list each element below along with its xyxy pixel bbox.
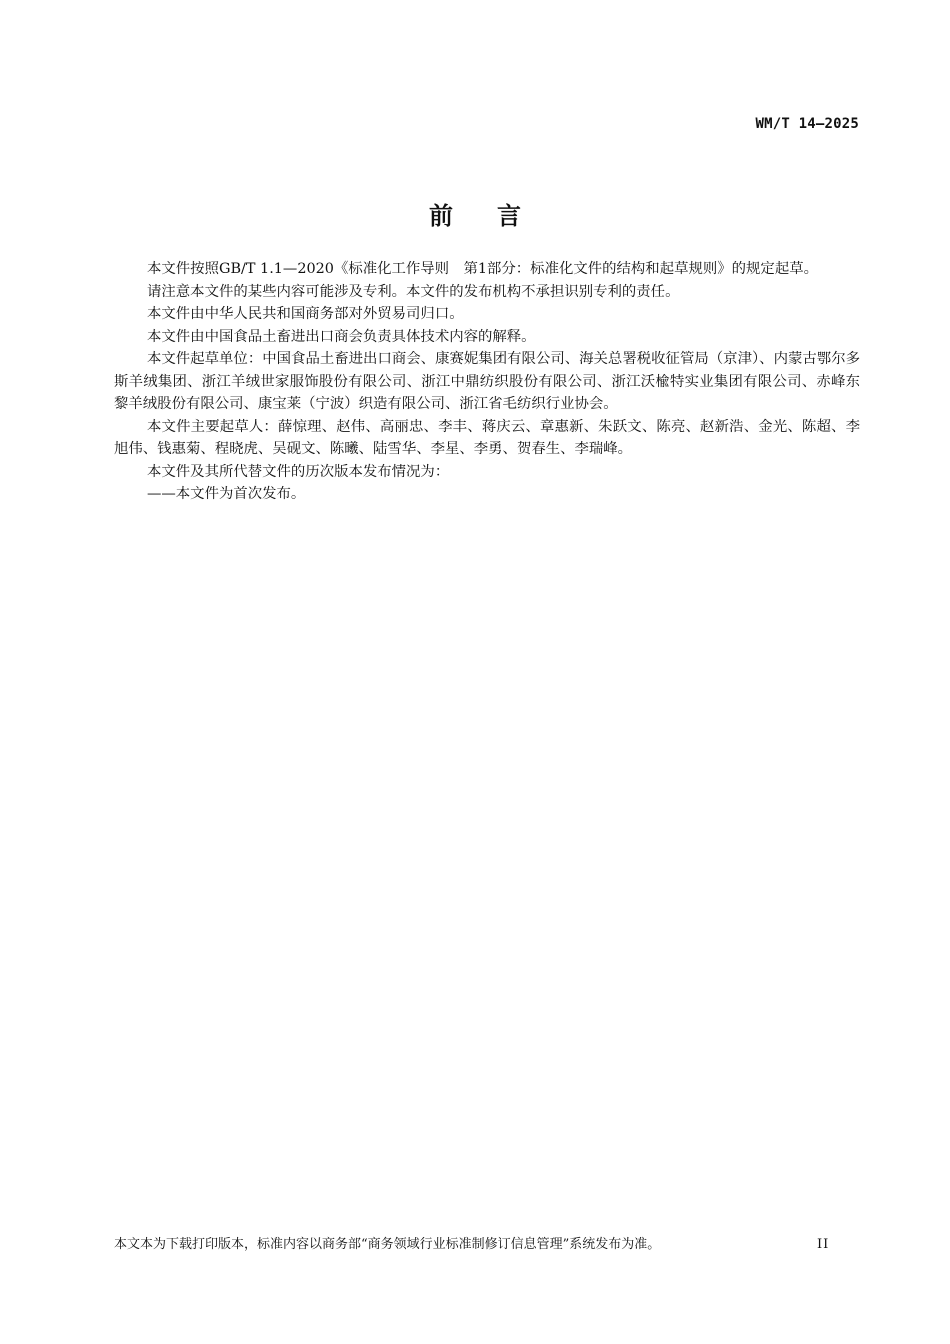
page-number: II xyxy=(817,1237,830,1252)
paragraph-version-history: 本文件及其所代替文件的历次版本发布情况为： xyxy=(147,463,450,480)
paragraph-responsible-authority: 本文件由中华人民共和国商务部对外贸易司归口。 xyxy=(147,306,464,322)
footer-note: 本文本为下载打印版本，标准内容以商务部“商务领域行业标准制修订信息管理”系统发布为准。 xyxy=(114,1237,661,1252)
page-title: 前言 xyxy=(429,202,565,230)
paragraph-interpretation: 本文件由中国食品土畜进出口商会负责具体技术内容的解释。 xyxy=(147,328,536,345)
foreword-body xyxy=(114,258,860,506)
paragraph-drafting-units: 本文件起草单位：中国食品土畜进出口商会、康赛妮集团有限公司、海关总署税收征管局（京津）、内蒙古鄂尔多斯羊绒集团、浙江羊绒世家服饰股份有限公司、浙江中鼎纺织股份有限公司、浙江沃楡特实业集团有限公司、赤峰东黎羊绒股份有限公司、康宝莱（宁波）织造有限公司、浙江省毛纺织行业协会。 xyxy=(114,351,860,412)
paragraph-first-release: ——本文件为首次发布。 xyxy=(147,486,306,502)
paragraph-patent-notice: 请注意本文件的某些内容可能涉及专利。本文件的发布机构不承担识别专利的责任。 xyxy=(147,283,680,300)
document-code: WM/T 14—2025 xyxy=(755,116,859,132)
paragraph-drafting-rules: 本文件按照GB/T 1.1—2020《标准化工作导则 第1部分：标准化文件的结构和起草规则》的规定起草。 xyxy=(147,261,818,277)
paragraph-drafters: 本文件主要起草人：薛惊理、赵伟、高丽忠、李丰、蒋庆云、章惠新、朱跃文、陈亮、赵新浩、金光、陈超、李旭伟、钱惠菊、程晓虎、吴砚文、陈曦、陆雪华、李星、李勇、贺春生、李瑞峰。 xyxy=(114,418,860,457)
